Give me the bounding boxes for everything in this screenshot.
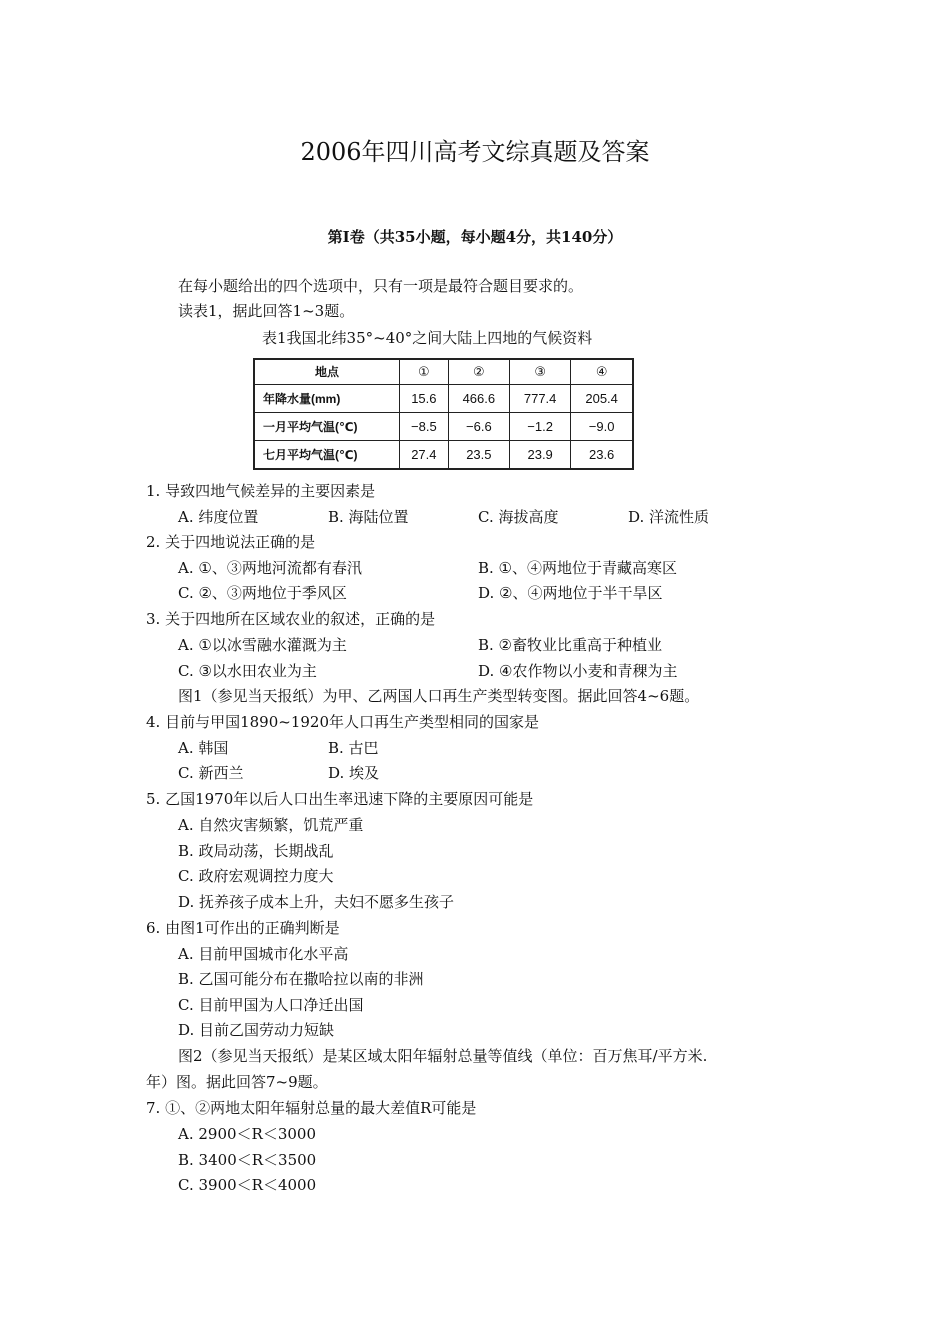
table-cell: 466.6 <box>448 384 509 412</box>
question-1-option-c: C. 海拔高度 <box>478 508 559 526</box>
page-title: 2006年四川高考文综真题及答案 <box>300 138 650 166</box>
question-2-stem: 2. 关于四地说法正确的是 <box>146 533 316 551</box>
question-6-option-b: B. 乙国可能分布在撒哈拉以南的非洲 <box>178 970 424 988</box>
instructions: 在每小题给出的四个选项中，只有一项是最符合题目要求的。 <box>178 277 584 295</box>
table-header-cell: ③ <box>510 359 571 384</box>
table-cell: 23.5 <box>448 440 509 469</box>
question-5-option-b: B. 政局动荡，长期战乱 <box>178 842 334 860</box>
table-cell: 777.4 <box>510 384 571 412</box>
table-cell: 23.6 <box>571 440 633 469</box>
figure-2-intro: 图2（参见当天报纸）是某区域太阳年辐射总量等值线（单位：百万焦耳/平方米. <box>178 1047 708 1065</box>
question-6-option-a: A. 目前甲国城市化水平高 <box>178 945 349 963</box>
table-header-row <box>254 359 633 384</box>
question-2-option-a: A. ①、③两地河流都有春汛 <box>178 559 362 577</box>
question-3-option-c: C. ③以水田农业为主 <box>178 662 317 680</box>
question-6-option-d: D. 目前乙国劳动力短缺 <box>178 1021 335 1039</box>
question-6-stem: 6. 由图1可作出的正确判断是 <box>146 919 340 937</box>
question-6-option-c: C. 目前甲国为人口净迁出国 <box>178 996 364 1014</box>
question-7-option-b: B. 3400＜R＜3500 <box>178 1151 317 1169</box>
question-3-stem: 3. 关于四地所在区域农业的叙述，正确的是 <box>146 610 436 628</box>
question-4-stem: 4. 目前与甲国1890~1920年人口再生产类型相同的国家是 <box>146 713 539 731</box>
table-cell: 23.9 <box>510 440 571 469</box>
table-row <box>254 384 633 412</box>
question-5-option-c: C. 政府宏观调控力度大 <box>178 867 334 885</box>
table-row-label: 一月平均气温(℃) <box>254 412 400 440</box>
question-3-option-a: A. ①以冰雪融水灌溉为主 <box>178 636 347 654</box>
question-3-option-b: B. ②畜牧业比重高于种植业 <box>478 636 663 654</box>
table-caption: 表1我国北纬35°~40°之间大陆上四地的气候资料 <box>262 329 593 347</box>
question-2-option-d: D. ②、④两地位于半干旱区 <box>478 584 663 602</box>
question-7-option-a: A. 2900＜R＜3000 <box>178 1125 317 1143</box>
question-7-stem: 7. ①、②两地太阳年辐射总量的最大差值R可能是 <box>146 1099 477 1117</box>
table-cell: −9.0 <box>571 412 633 440</box>
question-1-stem: 1. 导致四地气候差异的主要因素是 <box>146 482 376 500</box>
question-2-option-c: C. ②、③两地位于季风区 <box>178 584 347 602</box>
table-cell: −8.5 <box>400 412 449 440</box>
question-5-stem: 5. 乙国1970年以后人口出生率迅速下降的主要原因可能是 <box>146 790 534 808</box>
question-2-option-b: B. ①、④两地位于青藏高寒区 <box>478 559 678 577</box>
question-7-option-c: C. 3900＜R＜4000 <box>178 1176 317 1194</box>
table-row <box>254 440 633 469</box>
table-header-cell: 地点 <box>254 359 400 384</box>
table-header-cell: ① <box>400 359 449 384</box>
climate-table <box>253 358 634 470</box>
table-row-label: 年降水量(mm) <box>254 384 400 412</box>
figure-2-intro-continued: 年）图。据此回答7~9题。 <box>146 1073 328 1091</box>
question-1-option-a: A. 纬度位置 <box>178 508 259 526</box>
question-1-option-b: B. 海陆位置 <box>328 508 409 526</box>
table-cell: −1.2 <box>510 412 571 440</box>
question-4-option-a: A. 韩国 <box>178 739 229 757</box>
table-cell: 27.4 <box>400 440 449 469</box>
question-4-option-b: B. 古巴 <box>328 739 379 757</box>
table-header-cell: ② <box>448 359 509 384</box>
table-row-label: 七月平均气温(℃) <box>254 440 400 469</box>
question-1-option-d: D. 洋流性质 <box>628 508 710 526</box>
table-row <box>254 412 633 440</box>
question-4-option-d: D. 埃及 <box>328 764 380 782</box>
question-5-option-d: D. 抚养孩子成本上升，夫妇不愿多生孩子 <box>178 893 455 911</box>
section-heading: 第Ⅰ卷（共35小题，每小题4分，共140分） <box>327 228 623 246</box>
table-header-cell: ④ <box>571 359 633 384</box>
table-cell: 15.6 <box>400 384 449 412</box>
question-3-option-d: D. ④农作物以小麦和青稞为主 <box>478 662 678 680</box>
figure-1-intro: 图1（参见当天报纸）为甲、乙两国人口再生产类型转变图。据此回答4~6题。 <box>178 687 700 705</box>
table-reference: 读表1，据此回答1~3题。 <box>178 302 355 320</box>
table-cell: 205.4 <box>571 384 633 412</box>
question-5-option-a: A. 自然灾害频繁，饥荒严重 <box>178 816 364 834</box>
table-cell: −6.6 <box>448 412 509 440</box>
question-4-option-c: C. 新西兰 <box>178 764 244 782</box>
